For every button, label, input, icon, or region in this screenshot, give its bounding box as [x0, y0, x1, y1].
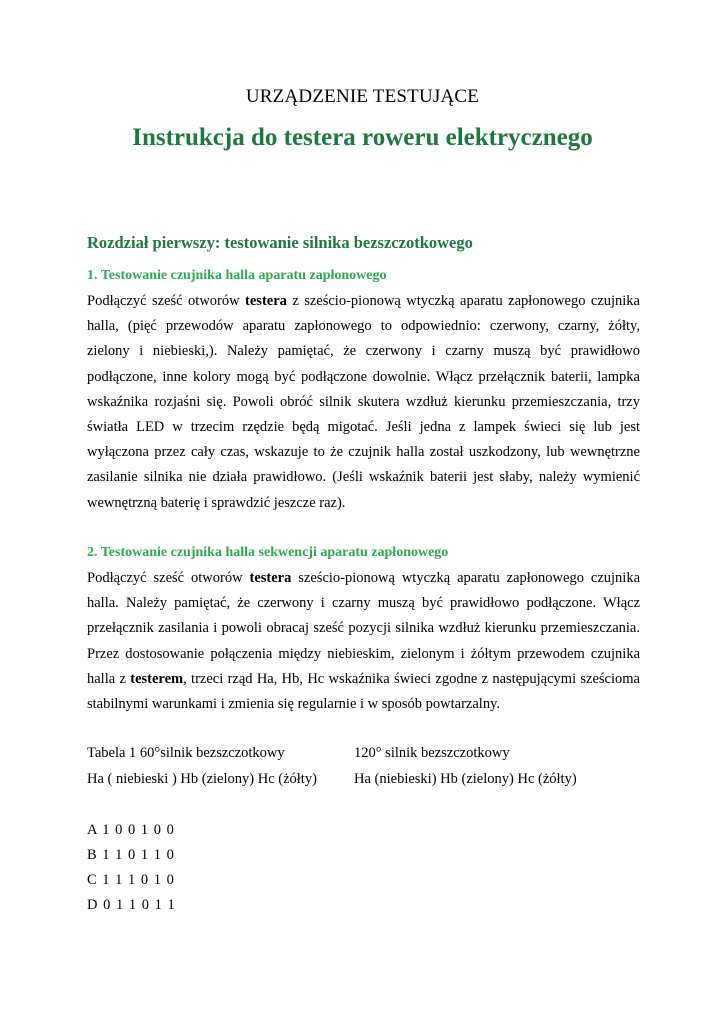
table-row: C 1 1 1 0 1 0 [87, 872, 175, 888]
paragraph-line: Przez dostosowanie połączenia między niebieskim, zielonym i żółtym przewodem czujnika [87, 645, 640, 662]
section-2-paragraph [87, 566, 640, 717]
bold-term: testerem [130, 670, 184, 687]
document-label: URZĄDZENIE TESTUJĄCE [245, 86, 480, 107]
paragraph-line: stabilnymi warunkami i zmienia się regularnie i w sposób powtarzalny. [87, 696, 501, 713]
chapter-heading: Rozdział pierwszy: testowanie silnika bezszczotkowego [87, 233, 473, 252]
paragraph-line: zasilanie silnika nie działa prawidłowo. (Jeśli wskaźnik baterii jest słaby, należy wymienić [87, 469, 640, 486]
table-columns-120: Ha (niebieski) Hb (zielony) Hc (żółty) [354, 771, 577, 787]
paragraph-line: wewnętrzną baterię i sprawdzić jeszcze raz). [87, 494, 346, 511]
paragraph-line [87, 289, 640, 314]
table-caption-60: Tabela 1 60°silnik bezszczotkowy [87, 745, 285, 761]
paragraph-line: przełącznik zasilania i powoli obracaj sześć pozycji silnika wzdłuż kierunku przemieszczania. [87, 620, 640, 637]
text-run: z sześcio-pionową wtyczką aparatu zapłonowego czujnika [286, 293, 640, 309]
paragraph-line: wyłączona przez cały czas, wskazuje to że czujnik halla został uszkodzony, lub wewnętrzne [87, 444, 640, 461]
table-caption-120: 120° silnik bezszczotkowy [354, 745, 510, 761]
paragraph-line: zielony i niebieski,). Należy pamiętać, że czerwony i czarny muszą być prawidłowo [87, 343, 640, 360]
bold-term: testera [245, 293, 287, 309]
table-subheader-row [87, 771, 577, 788]
document-title: Instrukcja do testera roweru elektrycznego [132, 124, 593, 151]
paragraph-line [87, 667, 640, 692]
section-1-paragraph [87, 289, 640, 516]
table-columns-60: Ha ( niebieski ) Hb (zielony) Hc (żółty) [87, 771, 317, 787]
table-row: D 0 1 1 0 1 1 [87, 897, 176, 913]
bold-term: testera [249, 570, 292, 586]
paragraph-line: światła LED w trzecim rzędzie będą migotać. Jeśli jedna z lampek świeci się lub jest [87, 419, 640, 436]
paragraph-line: podłączone, inne kolory mogą być podłączone dowolnie. Włącz przełącznik baterii, lampka [87, 368, 640, 385]
paragraph-line: halla, (pięć przewodów aparatu zapłonowego to odpowiednio: czerwony, czarny, żółty, [87, 318, 640, 335]
text-run: halla z [87, 670, 131, 687]
text-run: Podłączyć sześć otworów [87, 570, 250, 586]
section-2-heading: 2. Testowanie czujnika halla sekwencji aparatu zapłonowego [87, 545, 449, 560]
paragraph-line: wskaźnika rozjaśni się. Powoli obróć silnik skutera wzdłuż kierunku przemieszczania, trzy [87, 393, 640, 410]
table-row: A 1 0 0 1 0 0 [87, 822, 175, 838]
table-header-row [87, 745, 510, 762]
text-run: sześcio-pionową wtyczką aparatu zapłonowego czujnika [291, 570, 640, 586]
text-run: Podłączyć sześć otworów [87, 293, 246, 309]
paragraph-line [87, 566, 640, 591]
table-row: B 1 1 0 1 1 0 [87, 847, 175, 863]
paragraph-line: halla. Należy pamiętać, że czerwony i czarny muszą być prawidłowo podłączone. Włącz [87, 595, 640, 612]
section-1-heading: 1. Testowanie czujnika halla aparatu zapłonowego [87, 268, 387, 283]
text-run: , trzeci rząd Ha, Hb, Hc wskaźnika świeci zgodne z następującymi sześcioma [183, 670, 640, 687]
